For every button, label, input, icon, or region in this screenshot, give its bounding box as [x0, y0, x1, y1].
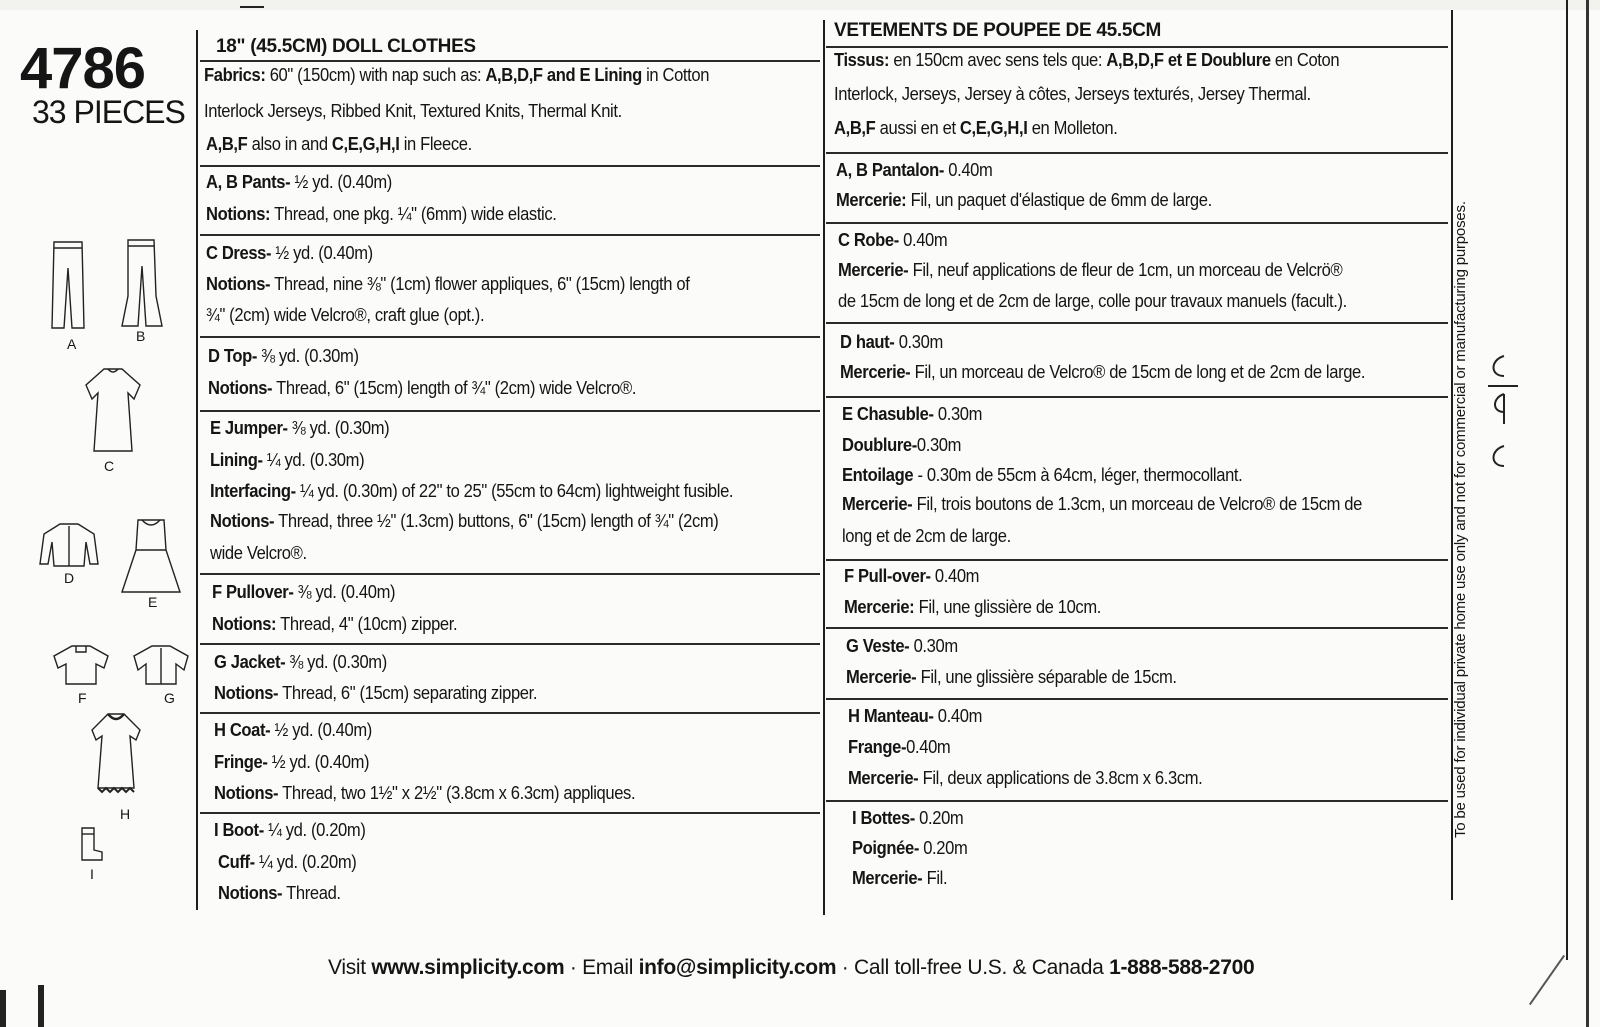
divider	[200, 643, 820, 645]
view-e-jumper-illustration	[120, 516, 182, 601]
scan-edge	[0, 0, 1600, 10]
french-pants-notions	[836, 190, 1212, 211]
french-coat-fringe	[848, 737, 950, 758]
divider	[826, 559, 1448, 561]
english-coat-fringe	[214, 752, 369, 773]
french-jacket-amount	[846, 636, 958, 657]
notions-label: Mercerie-	[840, 362, 911, 382]
english-boot-notions	[218, 883, 341, 904]
french-coat-notions	[848, 768, 1202, 789]
notions-label: Mercerie-	[838, 260, 909, 280]
notions-label: Mercerie-	[852, 868, 923, 888]
item-label: G Jacket-	[214, 652, 286, 672]
fabrics-label: Fabrics:	[204, 65, 266, 85]
french-jumper-notions: long et de 2cm de large.	[842, 526, 1011, 546]
fabrics-views: A,B,D,F and E Lining	[485, 65, 642, 85]
item-amount: ½ yd. (0.40m)	[270, 720, 372, 740]
item-label: C Dress-	[206, 243, 272, 263]
french-jacket-notions	[846, 667, 1177, 688]
view-label-d: D	[64, 570, 75, 586]
divider	[200, 573, 820, 575]
english-pants-notions	[206, 204, 557, 225]
notions-label: Notions:	[206, 204, 271, 224]
notions-text: Fil, un morceau de Velcro® de 15cm de long et de 2cm de large.	[910, 362, 1366, 382]
view-g-jacket-illustration	[130, 644, 192, 693]
fringe-label: Frange-	[848, 737, 907, 757]
item-label: F Pullover-	[212, 582, 294, 602]
footer-text: · Call toll-free U.S. & Canada	[836, 956, 1110, 979]
column-rule	[1566, 0, 1568, 960]
notions-text: Thread, two 1½" x 2½" (3.8cm x 6.3cm) appliques.	[278, 783, 636, 803]
french-fabrics-line	[834, 50, 1339, 71]
scan-mark	[0, 990, 6, 1027]
interfacing-label: Interfacing-	[210, 481, 296, 501]
item-label: G Veste-	[846, 636, 910, 656]
fringe-label: Fringe-	[214, 752, 268, 772]
divider	[826, 152, 1448, 154]
french-pullover-amount	[844, 566, 979, 587]
view-label-i: I	[90, 866, 94, 882]
fabrics-text: in Fleece.	[399, 134, 472, 154]
item-label: D haut-	[840, 332, 895, 352]
notions-text: Thread.	[282, 883, 341, 903]
english-dress-notions	[206, 274, 689, 295]
item-amount: 0.40m	[933, 706, 983, 726]
english-jacket-amount	[214, 652, 387, 673]
french-dress-notions: de 15cm de long et de 2cm de large, colle pour travaux manuels (facult.).	[838, 291, 1347, 311]
item-label: F Pull-over-	[844, 566, 931, 586]
view-h-coat-illustration	[86, 710, 146, 800]
item-amount: 0.30m	[894, 332, 943, 352]
view-label-e: E	[148, 594, 158, 610]
notions-label: Notions-	[208, 378, 273, 398]
item-label: C Robe-	[838, 230, 899, 250]
cuff-text: 0.20m	[918, 838, 968, 858]
views: A,B,F	[206, 134, 248, 154]
english-fabrics-line: Interlock Jerseys, Ribbed Knit, Textured Knits, Thermal Knit.	[204, 101, 622, 121]
divider	[826, 46, 1448, 48]
notions-label: Notions-	[206, 274, 271, 294]
french-fabrics-line	[834, 118, 1118, 139]
fabrics-text: 60" (150cm) with nap such as:	[265, 65, 486, 85]
notions-text: Fil, un paquet d'élastique de 6mm de large.	[906, 190, 1212, 210]
item-label: E Jumper-	[210, 418, 288, 438]
notions-text: Thread, 6" (15cm) length of ¾" (2cm) wide Velcro®.	[272, 378, 637, 398]
interfacing-text: - 0.30m de 55cm à 64cm, léger, thermocollant.	[913, 465, 1243, 485]
item-amount: ⅜ yd. (0.30m)	[287, 418, 390, 438]
item-amount: ¼ yd. (0.20m)	[263, 820, 366, 840]
notions-text: Thread, 6" (15cm) separating zipper.	[278, 683, 538, 703]
notions-text: Thread, nine ⅜" (1cm) flower appliques, 6" (15cm) length of	[270, 274, 690, 294]
english-jumper-notions: wide Velcro®.	[210, 543, 307, 563]
notions-text: Thread, three ½" (1.3cm) buttons, 6" (15cm) length of ¾" (2cm)	[274, 511, 719, 531]
french-jumper-interfacing	[842, 465, 1242, 486]
french-top-notions	[840, 362, 1365, 383]
view-label-b: B	[136, 328, 146, 344]
notions-text: Fil, une glissière séparable de 15cm.	[916, 667, 1177, 687]
english-pullover-amount	[212, 582, 395, 603]
french-dress-notions	[838, 260, 1342, 281]
french-jumper-amount	[842, 404, 982, 425]
notions-text: Fil, deux applications de 3.8cm x 6.3cm.	[918, 768, 1203, 788]
notions-label: Notions-	[214, 683, 279, 703]
item-amount: 0.40m	[930, 566, 980, 586]
english-coat-amount	[214, 720, 372, 741]
french-jumper-notions	[842, 494, 1362, 515]
french-pants-amount	[836, 160, 992, 181]
piece-count: 33 PIECES	[32, 94, 185, 130]
english-boot-amount	[214, 820, 365, 841]
item-amount: 0.20m	[914, 808, 964, 828]
footer-text: · Email	[564, 956, 639, 979]
phone-number: 1-888-588-2700	[1109, 956, 1255, 979]
email-link[interactable]: info@simplicity.com	[638, 956, 837, 979]
divider	[200, 712, 820, 714]
fabrics-label: Tissus:	[834, 50, 890, 70]
view-c-dress-illustration	[78, 365, 148, 460]
french-jumper-lining	[842, 435, 961, 456]
item-label: H Coat-	[214, 720, 271, 740]
notions-label: Notions:	[212, 614, 277, 634]
notions-text: Fil, une glissière de 10cm.	[914, 597, 1102, 617]
notions-text: Thread, 4" (10cm) zipper.	[276, 614, 458, 634]
english-boot-cuff	[218, 852, 356, 873]
notions-label: Mercerie:	[844, 597, 915, 617]
divider	[200, 410, 820, 412]
divider	[200, 165, 820, 167]
fabrics-text: also in and	[247, 134, 332, 154]
french-coat-amount	[848, 706, 982, 727]
item-amount: 0.30m	[933, 404, 983, 424]
english-jumper-interfacing	[210, 481, 733, 502]
item-label: D Top-	[208, 346, 257, 366]
lining-label: Doublure-	[842, 435, 917, 455]
cuff-text: ¼ yd. (0.20m)	[254, 852, 357, 872]
french-top-amount	[840, 332, 943, 353]
item-label: E Chasuble-	[842, 404, 934, 424]
views: A,B,F	[834, 118, 876, 138]
french-fabrics-line: Interlock, Jerseys, Jersey à côtes, Jerseys texturés, Jersey Thermal.	[834, 84, 1311, 104]
english-jumper-amount	[210, 418, 389, 439]
notions-label: Notions-	[210, 511, 275, 531]
view-d-top-illustration	[38, 520, 100, 575]
english-jumper-lining	[210, 450, 364, 471]
view-label-f: F	[78, 690, 87, 706]
notions-text: Fil, trois boutons de 1.3cm, un morceau de Velcro® de 15cm de	[912, 494, 1362, 514]
fabrics-text: en 150cm avec sens tels que:	[889, 50, 1107, 70]
item-amount: ⅜ yd. (0.30m)	[256, 346, 359, 366]
lining-text: ¼ yd. (0.30m)	[262, 450, 365, 470]
item-label: H Manteau-	[848, 706, 934, 726]
notions-label: Mercerie-	[846, 667, 917, 687]
item-label: A, B Pantalon-	[836, 160, 945, 180]
divider	[200, 812, 820, 814]
divider	[200, 336, 820, 338]
fabrics-text: en Molleton.	[1027, 118, 1118, 138]
handwritten-initials	[1484, 350, 1524, 485]
notions-text: Thread, one pkg. ¼" (6mm) wide elastic.	[270, 204, 557, 224]
fabrics-views: A,B,D,F et E Doublure	[1106, 50, 1271, 70]
view-label-c: C	[104, 458, 115, 474]
item-amount: 0.40m	[898, 230, 948, 250]
notions-text: Fil, neuf applications de fleur de 1cm, un morceau de Velcrö®	[908, 260, 1343, 280]
item-amount: 0.30m	[909, 636, 958, 656]
fabrics-text: aussi en et	[875, 118, 960, 138]
item-amount: 0.40m	[944, 160, 993, 180]
usage-disclaimer: To be used for individual private home use only and not for commercial or manufacturing purposes.	[1452, 201, 1469, 838]
fringe-text: 0.40m	[906, 737, 951, 757]
footer-text: Visit	[328, 956, 372, 979]
view-a-pants-illustration	[48, 238, 88, 338]
item-amount: ½ yd. (0.40m)	[271, 243, 373, 263]
interfacing-text: ¼ yd. (0.30m) of 22" to 25" (55cm to 64cm) lightweight fusible.	[295, 481, 734, 501]
view-label-h: H	[120, 806, 131, 822]
column-rule	[823, 20, 825, 915]
divider	[826, 800, 1448, 802]
fabrics-text: en Coton	[1270, 50, 1340, 70]
english-title: 18" (45.5CM) DOLL CLOTHES	[216, 36, 476, 57]
item-label: I Boot-	[214, 820, 264, 840]
view-label-g: G	[164, 690, 175, 706]
divider	[826, 627, 1448, 629]
french-boot-notions	[852, 868, 947, 889]
scan-mark	[1586, 0, 1589, 1027]
english-jacket-notions	[214, 683, 537, 704]
french-boot-amount	[852, 808, 963, 829]
english-top-notions	[208, 378, 636, 399]
views: C,E,G,H,I	[959, 118, 1028, 138]
french-pullover-notions	[844, 597, 1101, 618]
divider	[826, 396, 1448, 398]
english-fabrics-line	[204, 65, 709, 86]
divider	[200, 234, 820, 236]
notions-label: Mercerie-	[848, 768, 919, 788]
english-pants-amount	[206, 172, 392, 193]
french-boot-cuff	[852, 838, 967, 859]
item-label: I Bottes-	[852, 808, 915, 828]
scan-mark	[240, 6, 264, 8]
divider	[826, 222, 1448, 224]
pattern-number: 4786	[20, 36, 146, 101]
english-jumper-notions	[210, 511, 718, 532]
divider	[826, 322, 1448, 324]
notions-label: Mercerie:	[836, 190, 907, 210]
french-title: VETEMENTS DE POUPEE DE 45.5CM	[834, 20, 1162, 41]
english-dress-notions: ¾" (2cm) wide Velcro®, craft glue (opt.).	[206, 305, 485, 325]
cuff-label: Cuff-	[218, 852, 255, 872]
english-top-amount	[208, 346, 359, 367]
fringe-text: ½ yd. (0.40m)	[267, 752, 370, 772]
english-coat-notions	[214, 783, 635, 804]
footer-contact	[328, 956, 1254, 980]
item-label: A, B Pants-	[206, 172, 291, 192]
view-label-a: A	[67, 336, 77, 352]
english-pullover-notions	[212, 614, 457, 635]
interfacing-label: Entoilage	[842, 465, 914, 485]
scan-mark	[38, 985, 44, 1027]
views: C,E,G,H,I	[331, 134, 400, 154]
website-link[interactable]: www.simplicity.com	[371, 956, 565, 979]
notions-label: Notions-	[218, 883, 283, 903]
cuff-label: Poignée-	[852, 838, 919, 858]
fabrics-text: in Cotton	[641, 65, 710, 85]
view-i-boot-illustration	[78, 826, 104, 867]
view-f-pullover-illustration	[50, 644, 112, 693]
lining-text: 0.30m	[916, 435, 962, 455]
column-rule	[196, 30, 198, 910]
notions-label: Notions-	[214, 783, 279, 803]
view-b-pants-illustration	[120, 236, 164, 336]
lining-label: Lining-	[210, 450, 263, 470]
french-dress-amount	[838, 230, 947, 251]
notions-label: Mercerie-	[842, 494, 913, 514]
divider	[200, 60, 820, 62]
item-amount: ⅜ yd. (0.40m)	[293, 582, 396, 602]
scan-mark	[1529, 955, 1565, 1005]
item-amount: ⅜ yd. (0.30m)	[285, 652, 387, 672]
divider	[826, 698, 1448, 700]
notions-text: Fil.	[922, 868, 948, 888]
item-amount: ½ yd. (0.40m)	[290, 172, 392, 192]
english-fabrics-line	[206, 134, 472, 155]
english-dress-amount	[206, 243, 373, 264]
